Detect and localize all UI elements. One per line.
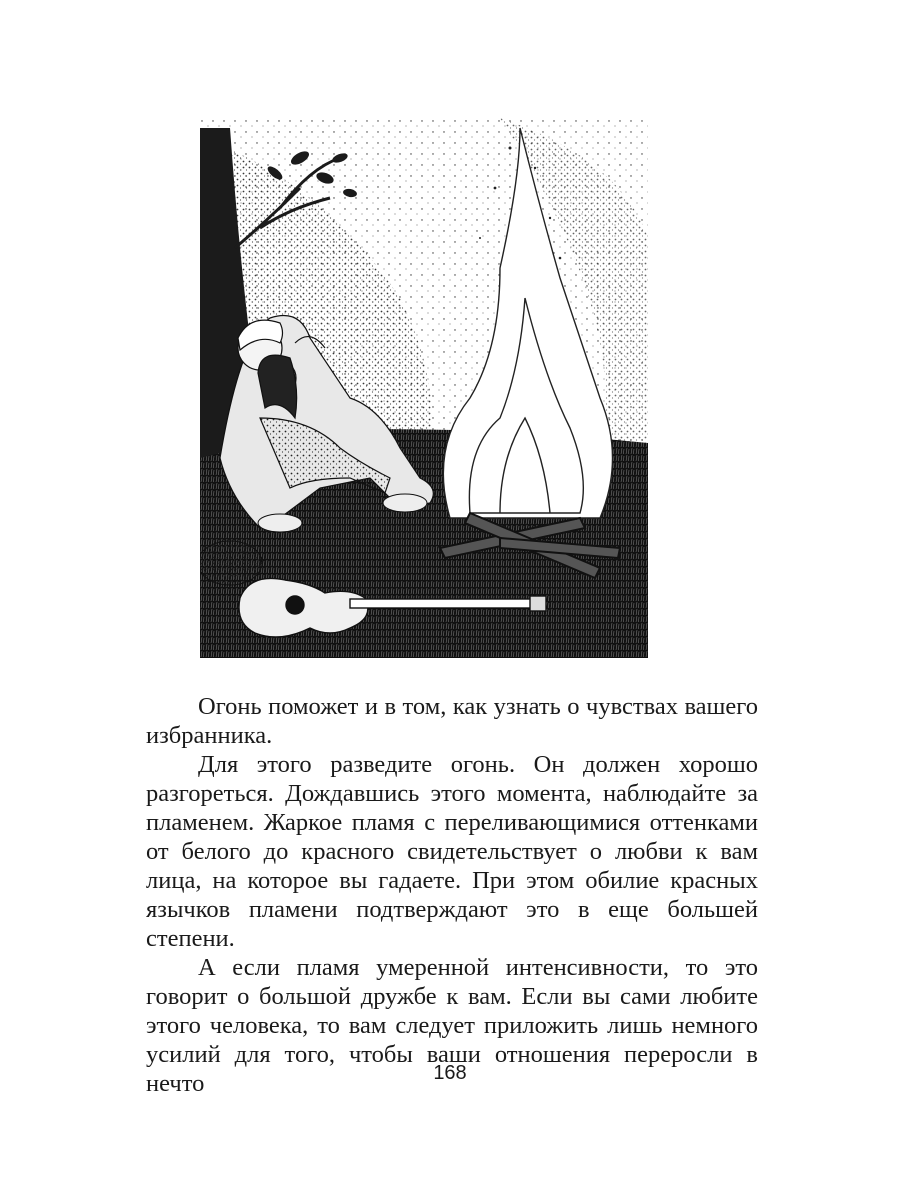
illustration [200, 118, 648, 658]
paragraph: Огонь поможет и в том, как узнать о чувствах вашего избранника. [146, 693, 758, 749]
campfire-couple-guitar-icon [200, 118, 648, 658]
paragraph: А если пламя умеренной интенсивности, то это говорит о большой дружбе к вам. Если вы сами любите этого человека, то вам следует приложить лишь немного усилий для того, чтобы ваши отношения переросли в нечто [146, 954, 758, 1097]
body-text [146, 692, 758, 1098]
paragraph: Для этого разведите огонь. Он должен хорошо разгореться. Дождавшись этого момента, наблюдайте за пламенем. Жаркое пламя с переливающимися оттенками от белого до красного свидетельствует о любви к вам лица, на которое вы гадаете. При этом обилие красных язычков пламени подтверждают это в еще большей степени. [146, 751, 758, 952]
page-number: 168 [433, 1062, 467, 1084]
